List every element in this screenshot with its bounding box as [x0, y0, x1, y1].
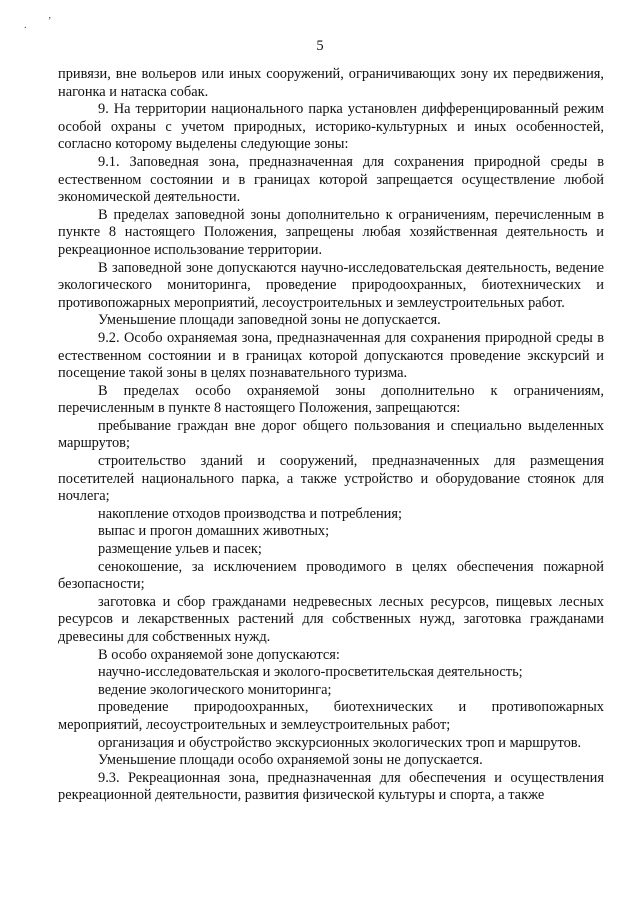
paragraph: В пределах заповедной зоны дополнительно к ограничениям, перечисленным в пункте 8 настоящего Положения, запрещены любая хозяйственная деятельность и рекреационное использование территории.	[58, 206, 604, 258]
paragraph: строительство зданий и сооружений, предназначенных для размещения посетителей национального парка, а также устройство и оборудование стоянок для ночлега;	[58, 453, 604, 505]
paragraph: накопление отходов производства и потребления;	[98, 505, 402, 522]
paragraph: привязи, вне вольеров или иных сооружений, ограничивающих зону их передвижения, нагонка и натаска собак.	[58, 66, 604, 100]
paragraph: размещение ульев и пасек;	[98, 541, 262, 558]
paragraph: В особо охраняемой зоне допускаются:	[98, 646, 340, 663]
scan-mark: .	[24, 20, 27, 31]
paragraph: организация и обустройство экскурсионных экологических троп и маршрутов.	[98, 734, 582, 751]
paragraph: В заповедной зоне допускаются научно-исследовательская деятельность, ведение экологического мониторинга, проведение природоохранных, биотехнических и противопожарных мероприятий, лесоустроительных и землеустроительных работ.	[58, 259, 604, 311]
paragraph: ведение экологического мониторинга;	[98, 681, 332, 698]
paragraph: 9.2. Особо охраняемая зона, предназначенная для сохранения природной среды в естественном состоянии и в границах которой допускаются проведение экскурсий и посещение такой зоны в целях познавательного туризма.	[58, 329, 604, 382]
paragraph: проведение природоохранных, биотехнических и противопожарных мероприятий, лесоустроительных и землеустроительных работ;	[58, 699, 604, 733]
paragraph: заготовка и сбор гражданами недревесных лесных ресурсов, пищевых лесных ресурсов и лекарственных растений для собственных нужд, заготовка гражданами древесины для собственных нужд.	[58, 593, 604, 645]
paragraph: сенокошение, за исключением проводимого в целях обеспечения пожарной безопасности;	[58, 558, 604, 593]
paragraph: 9.3. Рекреационная зона, предназначенная для обеспечения и осуществления рекреационной деятельности, развития физической культуры и спорта, а также	[58, 769, 604, 804]
paragraph: В пределах особо охраняемой зоны дополнительно к ограничениям, перечисленным в пункте 8 настоящего Положения, запрещаются:	[58, 382, 604, 417]
paragraph: выпас и прогон домашних животных;	[98, 523, 330, 540]
paragraph: пребывание граждан вне дорог общего пользования и специально выделенных маршрутов;	[58, 417, 604, 452]
paragraph: 9. На территории национального парка установлен дифференцированный режим особой охраны с учетом природных, историко-культурных и иных особенностей, согласно которому выделены следующие зоны:	[58, 101, 604, 153]
page-number: 5	[316, 38, 324, 54]
document-body	[58, 66, 604, 805]
paragraph: научно-исследовательская и эколого-просветительская деятельность;	[98, 664, 523, 681]
paragraph: Уменьшение площади особо охраняемой зоны не допускается.	[98, 752, 483, 769]
paragraph: Уменьшение площади заповедной зоны не допускается.	[98, 312, 441, 329]
scan-mark: ’	[48, 16, 52, 27]
paragraph: 9.1. Заповедная зона, предназначенная для сохранения природной среды в естественном состоянии и в границах которой запрещается осуществление любой экономической деятельности.	[58, 153, 604, 206]
